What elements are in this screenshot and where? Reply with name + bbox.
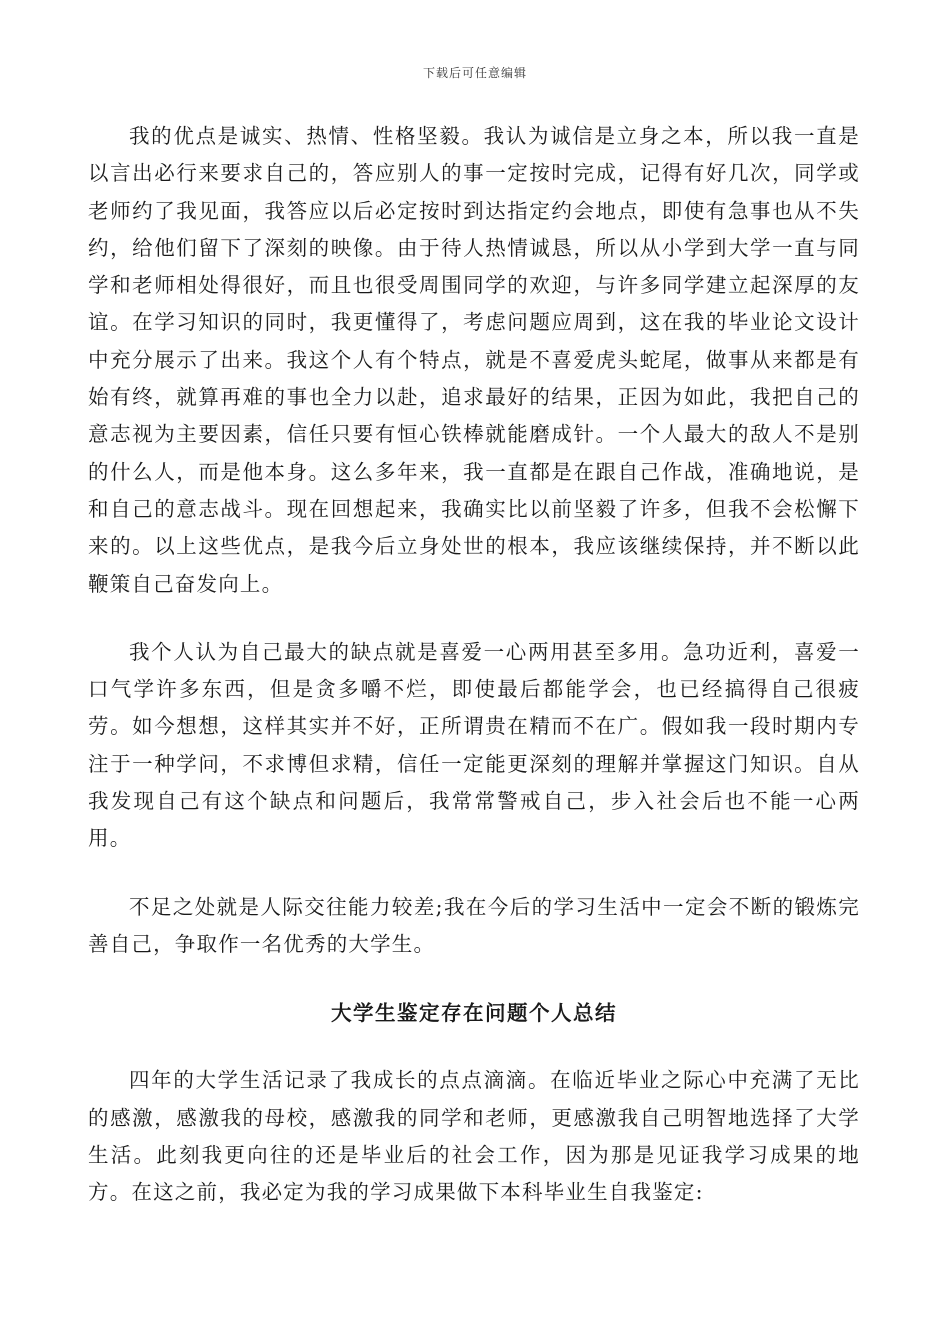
section-title: 大学生鉴定存在问题个人总结 [331, 1001, 617, 1026]
paragraph-strengths: 我的优点是诚实、热情、性格坚毅。我认为诚信是立身之本，所以我一直是以言出必行来要求自己的，答应别人的事一定按时完成，记得有好几次，同学或老师约了我见面，我答应以后必定按时到达指定约会地点，即使有急事也从不失约，给他们留下了深刻的映像。由于待人热情诚恳，所以从小学到大学一直与同学和老师相处得很好，而且也很受周围同学的欢迎，与许多同学建立起深厚的友谊。在学习知识的同时，我更懂得了，考虑问题应周到，这在我的毕业论文设计中充分展示了出来。我这个人有个特点，就是不喜爱虎头蛇尾，做事从来都是有始有终，就算再难的事也全力以赴，追求最好的结果，正因为如此，我把自己的意志视为主要因素，信任只要有恒心铁棒就能磨成针。一个人最大的敌人不是别的什么人，而是他本身。这么多年来，我一直都是在跟自己作战，准确地说，是和自己的意志战斗。现在回想起来，我确实比以前坚毅了许多，但我不会松懈下来的。以上这些优点，是我今后立身处世的根本，我应该继续保持，并不断以此鞭策自己奋发向上。 [88, 124, 860, 596]
paragraph-shortcomings: 不足之处就是人际交往能力较差;我在今后的学习生活中一定会不断的锻炼完善自己，争取作一名优秀的大学生。 [88, 894, 860, 956]
document-body [88, 118, 860, 1211]
paragraph-weaknesses: 我个人认为自己最大的缺点就是喜爱一心两用甚至多用。急功近利，喜爱一口气学许多东西，但是贪多嚼不烂，即使最后都能学会，也已经搞得自己很疲劳。如今想想，这样其实并不好，正所谓贵在精而不在广。假如我一段时期内专注于一种学问，不求博但求精，信任一定能更深刻的理解并掌握这门知识。自从我发现自己有这个缺点和问题后，我常常警戒自己，步入社会后也不能一心两用。 [88, 639, 860, 851]
header-note: 下载后可任意编辑 [422, 66, 527, 80]
paragraph-summary-intro: 四年的大学生活记录了我成长的点点滴滴。在临近毕业之际心中充满了无比的感激，感激我的母校，感激我的同学和老师，更感激我自己明智地选择了大学生活。此刻我更向往的还是毕业后的社会工作，因为那是见证我学习成果的地方。在这之前，我必定为我的学习成果做下本科毕业生自我鉴定: [88, 1068, 860, 1205]
